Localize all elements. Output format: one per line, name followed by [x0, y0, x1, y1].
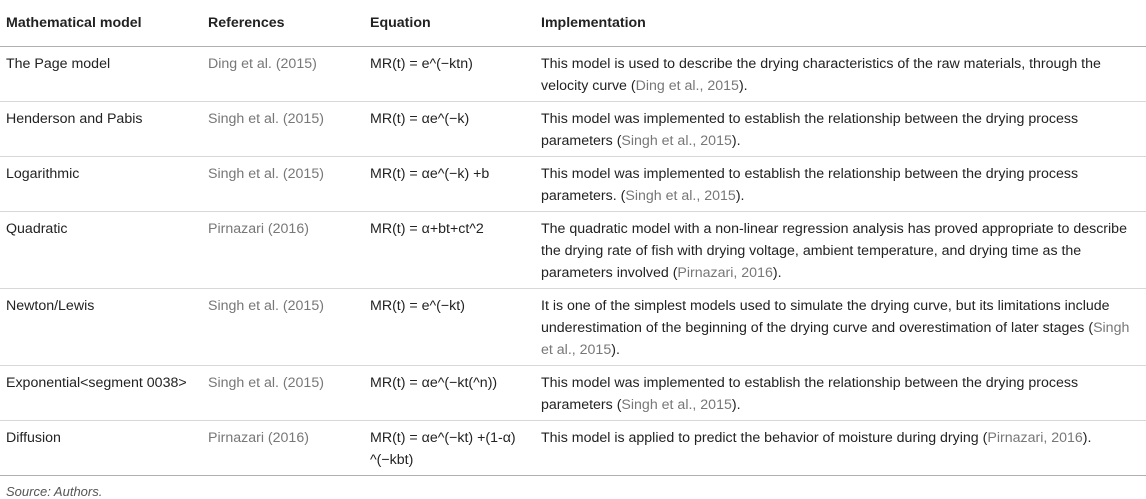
equation-cell: MR(t) = αe^(−k) [364, 102, 535, 157]
implementation-text: This model is applied to predict the behavior of moisture during drying ( [541, 430, 988, 446]
equation-cell: MR(t) = e^(−ktn) [364, 47, 535, 102]
implementation-tail: ). [731, 133, 741, 149]
implementation-cell [535, 289, 1146, 366]
implementation-cell [535, 366, 1146, 421]
implementation-tail: ). [738, 78, 748, 94]
implementation-tail: ). [731, 397, 741, 413]
implementation-text: It is one of the simplest models used to simulate the drying curve, but its limitations include underestimation of the beginning of the drying curve and overestimation of later stages ( [541, 298, 1110, 336]
reference-link[interactable]: Ding et al. (2015) [202, 47, 364, 102]
reference-link[interactable]: Singh et al. (2015) [202, 157, 364, 212]
equation-cell: MR(t) = e^(−kt) [364, 289, 535, 366]
implementation-text: This model was implemented to establish the relationship between the drying process parameters ( [541, 375, 1079, 413]
model-cell: Henderson and Pabis [0, 102, 202, 157]
table-row [0, 366, 1146, 421]
implementation-text: This model was implemented to establish the relationship between the drying process parameters. ( [541, 166, 1079, 204]
implementation-tail: ). [772, 265, 782, 281]
table-row [0, 47, 1146, 102]
equation-cell: MR(t) = α+bt+ct^2 [364, 212, 535, 289]
implementation-cell [535, 212, 1146, 289]
reference-link[interactable]: Pirnazari (2016) [202, 212, 364, 289]
model-cell: Quadratic [0, 212, 202, 289]
citation-link[interactable]: Singh et al., 2015 [541, 320, 1130, 358]
equation-cell: MR(t) = αe^(−kt(^n)) [364, 366, 535, 421]
equation-cell: MR(t) = αe^(−k) +b [364, 157, 535, 212]
reference-link[interactable]: Singh et al. (2015) [202, 102, 364, 157]
source-note: Source: Authors. [6, 484, 103, 499]
implementation-tail: ). [1082, 430, 1092, 446]
implementation-text: This model was implemented to establish the relationship between the drying process parameters ( [541, 111, 1079, 149]
citation-link[interactable]: Singh et al., 2015 [621, 397, 732, 413]
implementation-cell [535, 157, 1146, 212]
header-implementation: Implementation [535, 2, 1146, 47]
model-cell: Exponential<segment 0038> [0, 366, 202, 421]
table-row [0, 212, 1146, 289]
reference-link[interactable]: Pirnazari (2016) [202, 421, 364, 476]
implementation-cell [535, 102, 1146, 157]
implementation-text: The quadratic model with a non-linear regression analysis has proved appropriate to describe the drying rate of fish with drying voltage, ambient temperature, and drying time as the parameters involved ( [541, 221, 1127, 281]
header-mathematical-model: Mathematical model [0, 2, 202, 47]
header-equation: Equation [364, 2, 535, 47]
reference-link[interactable]: Singh et al. (2015) [202, 366, 364, 421]
drying-models-table [0, 2, 1146, 476]
table-header [0, 2, 1146, 47]
implementation-cell [535, 421, 1146, 476]
implementation-text: This model is used to describe the drying characteristics of the raw materials, through the velocity curve ( [541, 56, 1101, 94]
table-row [0, 421, 1146, 476]
citation-link[interactable]: Pirnazari, 2016 [677, 265, 773, 281]
table-row [0, 102, 1146, 157]
citation-link[interactable]: Pirnazari, 2016 [987, 430, 1083, 446]
citation-link[interactable]: Ding et al., 2015 [635, 78, 739, 94]
implementation-cell [535, 47, 1146, 102]
model-cell: The Page model [0, 47, 202, 102]
table-body [0, 47, 1146, 476]
model-cell: Diffusion [0, 421, 202, 476]
implementation-tail: ). [611, 342, 620, 358]
citation-link[interactable]: Singh et al., 2015 [625, 188, 736, 204]
model-cell: Newton/Lewis [0, 289, 202, 366]
table-row [0, 157, 1146, 212]
implementation-tail: ). [735, 188, 745, 204]
reference-link[interactable]: Singh et al. (2015) [202, 289, 364, 366]
equation-cell: MR(t) = αe^(−kt) +(1-α) ^(−kbt) [364, 421, 535, 476]
header-references: References [202, 2, 364, 47]
citation-link[interactable]: Singh et al., 2015 [621, 133, 732, 149]
header-row [0, 2, 1146, 47]
model-cell: Logarithmic [0, 157, 202, 212]
table-row [0, 289, 1146, 366]
